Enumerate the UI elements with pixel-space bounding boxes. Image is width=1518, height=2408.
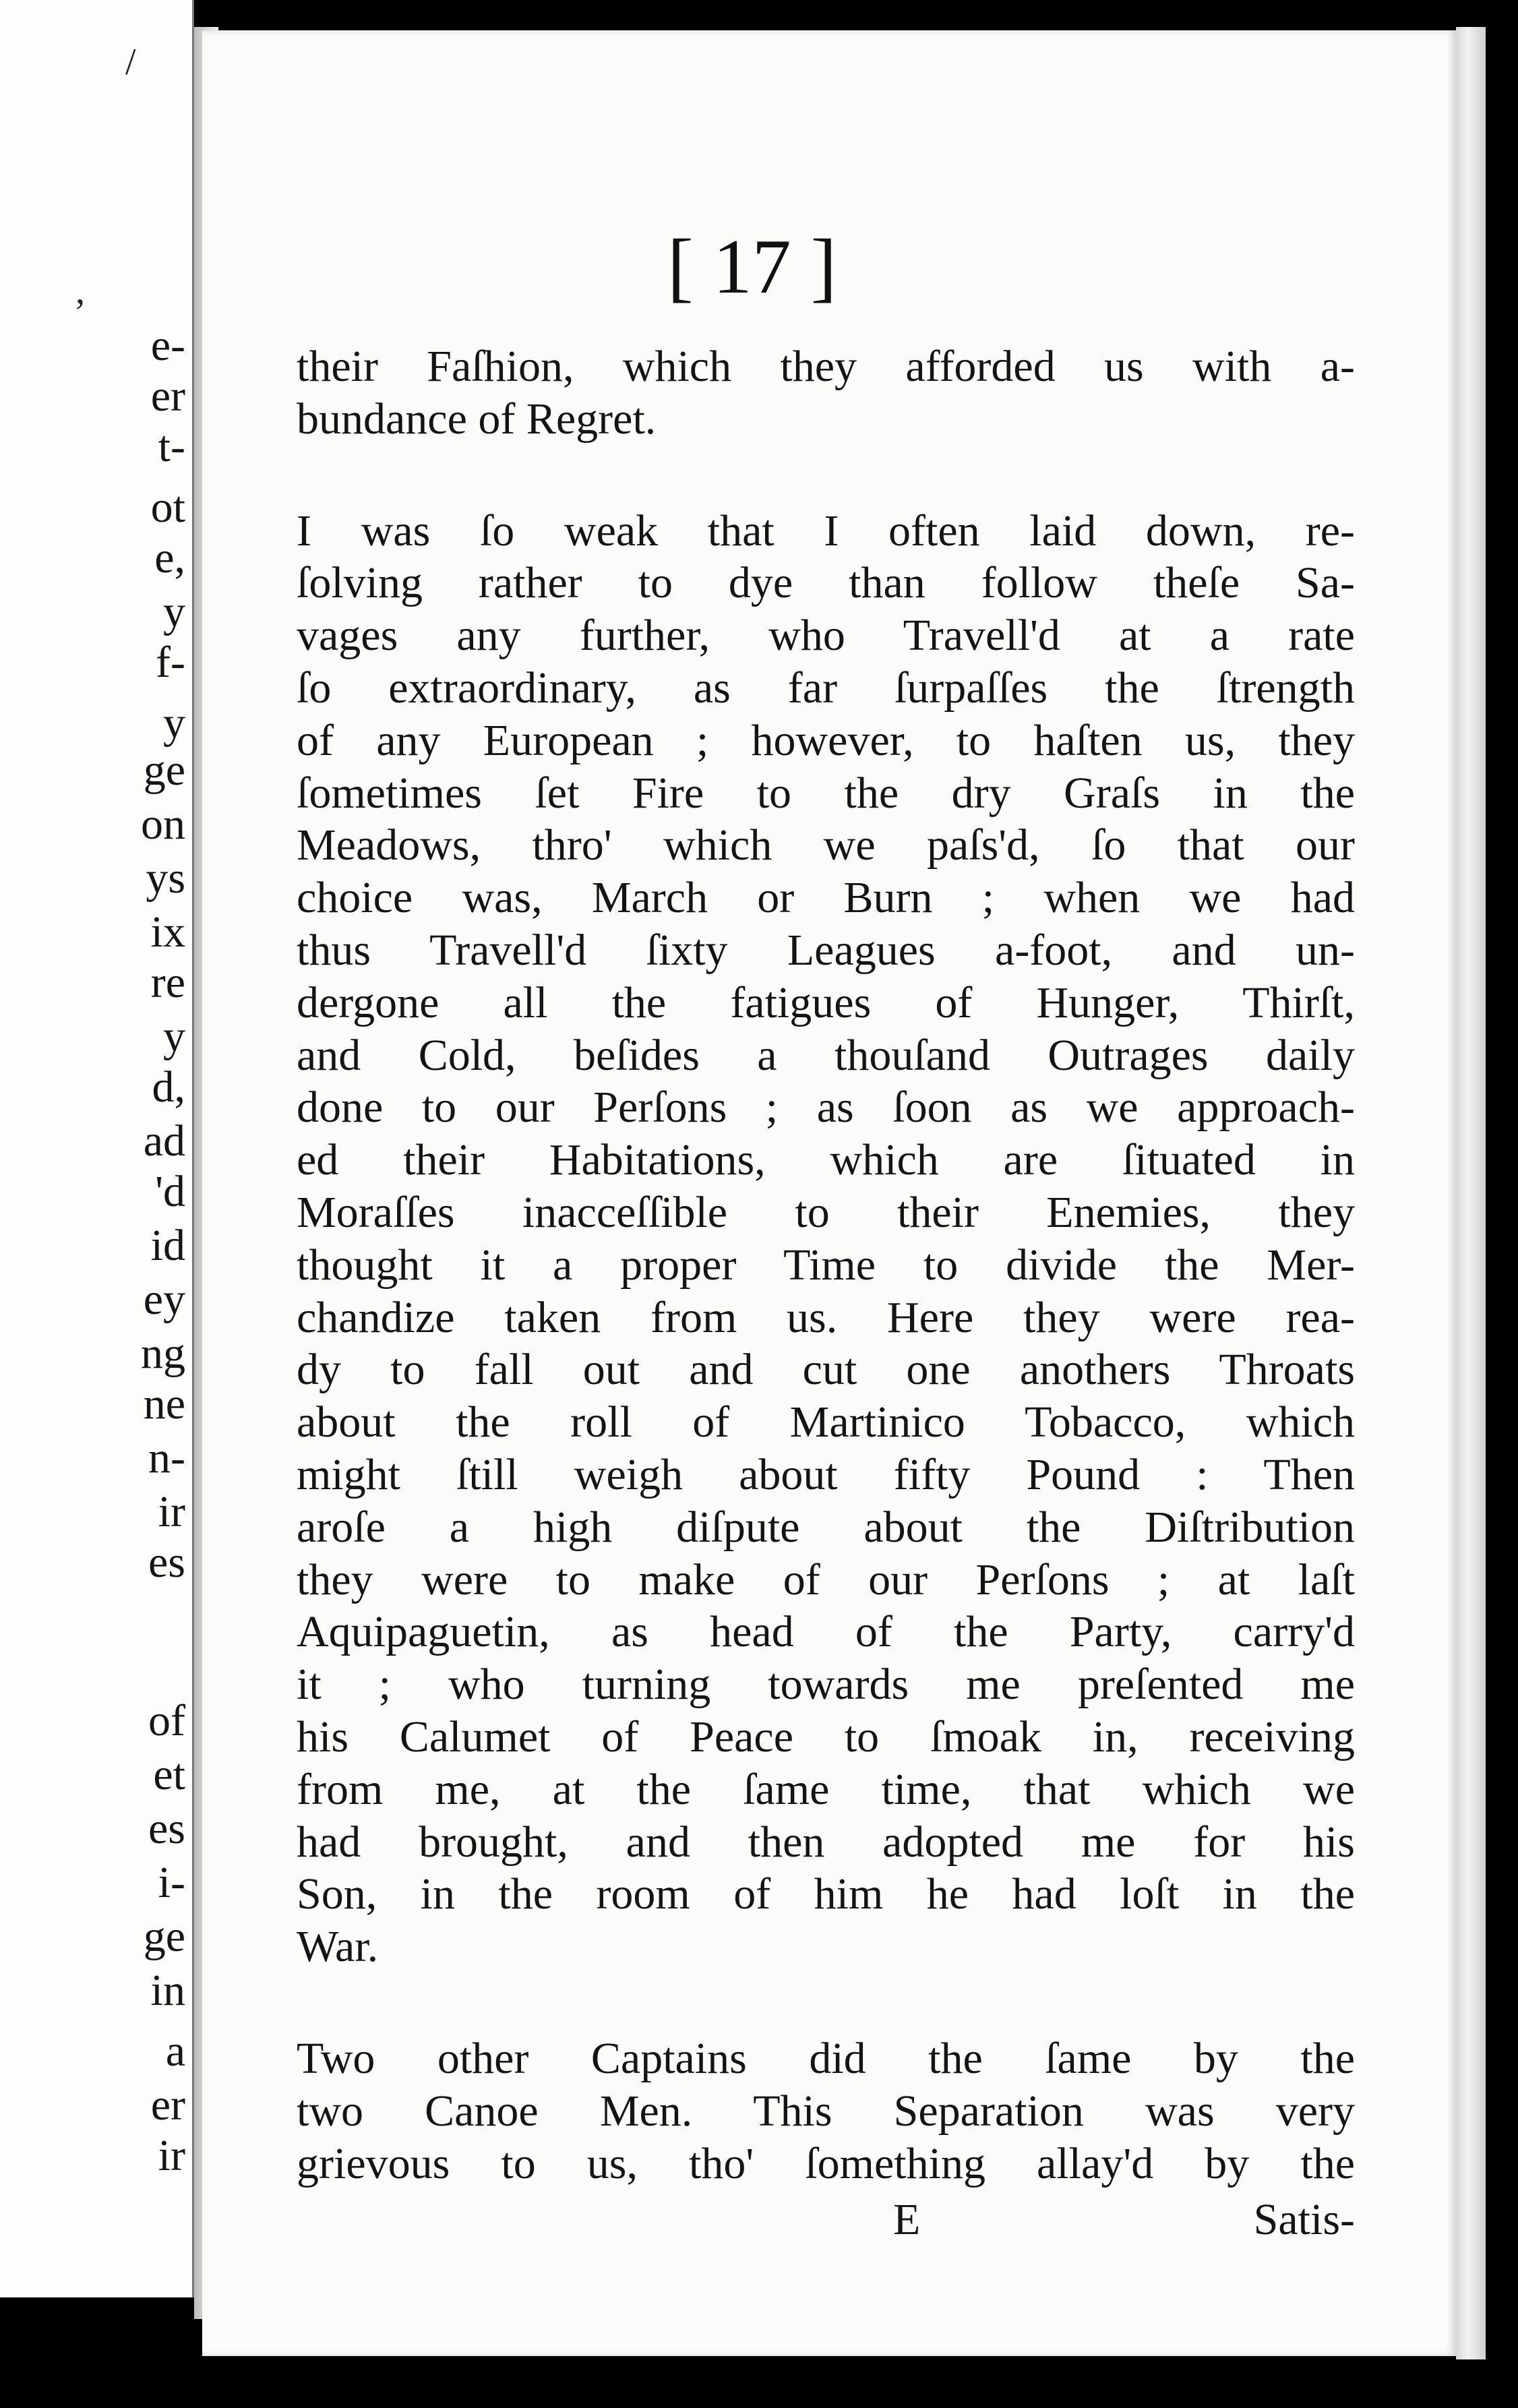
- text-fragment: y: [163, 587, 185, 636]
- page-footer: [297, 2194, 1355, 2248]
- text-fragment: id: [150, 1221, 185, 1270]
- text-fragment: ir: [158, 2131, 185, 2180]
- text-line: done to our Perſons ; as ſoon as we approach-: [297, 1083, 1355, 1133]
- text-line: from me, at the ſame time, that which we: [297, 1764, 1355, 1814]
- text-line: War.: [297, 1922, 379, 1972]
- text-fragment: ge: [143, 1912, 185, 1961]
- text-fragment: re: [150, 958, 185, 1007]
- text-fragment: ys: [146, 853, 185, 903]
- text-line: ſometimes ſet Fire to the dry Graſs in the: [297, 768, 1355, 818]
- text-line: about the roll of Martinico Tobacco, which: [297, 1397, 1355, 1447]
- text-fragment: ix: [150, 907, 185, 957]
- text-fragment: on: [141, 800, 185, 849]
- text-fragment: es: [148, 1538, 185, 1587]
- text-fragment: ot: [150, 483, 185, 532]
- signature-mark: E: [893, 2195, 921, 2244]
- text-line: vages any further, who Travell'd at a rate: [297, 611, 1355, 661]
- text-fragment: es: [148, 1804, 185, 1853]
- text-fragment: ey: [143, 1275, 185, 1324]
- text-line: Two other Captains did the ſame by the: [297, 2033, 1355, 2083]
- text-line: it ; who turning towards me preſented me: [297, 1660, 1355, 1710]
- text-fragment: n-: [148, 1433, 185, 1482]
- text-fragment: d,: [152, 1062, 185, 1112]
- text-fragment: ne: [143, 1379, 185, 1428]
- facing-page-fragment: [0, 0, 194, 2297]
- text-line: Meadows, thro' which we paſs'd, ſo that our: [297, 820, 1355, 870]
- text-fragment: y: [163, 1012, 185, 1061]
- text-fragment: ng: [141, 1329, 185, 1378]
- ink-mark: /: [125, 41, 136, 83]
- text-line: Aquipaguetin, as head of the Party, carry'd: [297, 1607, 1355, 1657]
- text-fragment: y: [163, 698, 185, 748]
- text-line: ſo extraordinary, as far ſurpaſſes the ſtrength: [297, 663, 1355, 713]
- text-line: dy to fall out and cut one anothers Throats: [297, 1345, 1355, 1395]
- text-fragment: ir: [158, 1487, 185, 1536]
- page-edge: [1456, 27, 1486, 2359]
- text-line: thus Travell'd ſixty Leagues a-foot, and un-: [297, 925, 1355, 975]
- text-fragment: i-: [158, 1858, 185, 1907]
- text-line: had brought, and then adopted me for his: [297, 1817, 1355, 1867]
- text-fragment: e,: [154, 533, 185, 582]
- text-fragment: er: [150, 2080, 185, 2130]
- text-line: choice was, March or Burn ; when we had: [297, 873, 1355, 923]
- text-line: Moraſſes inacceſſible to their Enemies, they: [297, 1187, 1355, 1237]
- text-fragment: ad: [143, 1116, 185, 1166]
- text-line: grievous to us, tho' ſomething allay'd by the: [297, 2138, 1355, 2188]
- paragraph: [297, 505, 1355, 1973]
- text-line: his Calumet of Peace to ſmoak in, receiving: [297, 1712, 1355, 1762]
- text-line: of any European ; however, to haſten us, they: [297, 715, 1355, 765]
- text-fragment: t-: [158, 422, 185, 471]
- ink-mark: ,: [75, 270, 85, 312]
- text-line: thought it a proper Time to divide the Mer-: [297, 1240, 1355, 1290]
- text-line: might ſtill weigh about fifty Pound : Then: [297, 1449, 1355, 1499]
- text-line: bundance of Regret.: [297, 394, 657, 444]
- catchword: Satis-: [1253, 2195, 1355, 2244]
- text-fragment: 'd: [155, 1167, 185, 1216]
- text-fragment: f-: [156, 638, 185, 687]
- text-line: I was ſo weak that I often laid down, re-: [297, 506, 1355, 555]
- text-fragment: er: [150, 371, 185, 421]
- text-fragment: e-: [150, 321, 185, 370]
- text-line: ſolving rather to dye than follow theſe Sa-: [297, 558, 1355, 608]
- page-number: [ 17 ]: [667, 224, 837, 310]
- text-line: they were to make of our Perſons ; at laſt: [297, 1555, 1355, 1604]
- text-fragment: in: [150, 1966, 185, 2015]
- text-line: and Cold, beſides a thouſand Outrages daily: [297, 1030, 1355, 1080]
- text-line: Son, in the room of him he had loſt in the: [297, 1869, 1355, 1919]
- text-line: dergone all the fatigues of Hunger, Thirſt,: [297, 977, 1355, 1027]
- paragraph: [297, 340, 1355, 446]
- paragraph: [297, 2033, 1355, 2190]
- text-line: their Faſhion, which they afforded us with a-: [297, 342, 1355, 391]
- text-fragment: ge: [143, 746, 185, 795]
- page-body: [297, 340, 1355, 2190]
- text-fragment: a: [165, 2026, 185, 2076]
- text-line: aroſe a high diſpute about the Diſtribution: [297, 1502, 1355, 1552]
- text-line: ed their Habitations, which are ſituated in: [297, 1135, 1355, 1185]
- text-fragment: et: [153, 1750, 185, 1799]
- text-line: two Canoe Men. This Separation was very: [297, 2086, 1355, 2136]
- text-fragment: of: [148, 1696, 185, 1745]
- text-line: chandize taken from us. Here they were rea-: [297, 1292, 1355, 1342]
